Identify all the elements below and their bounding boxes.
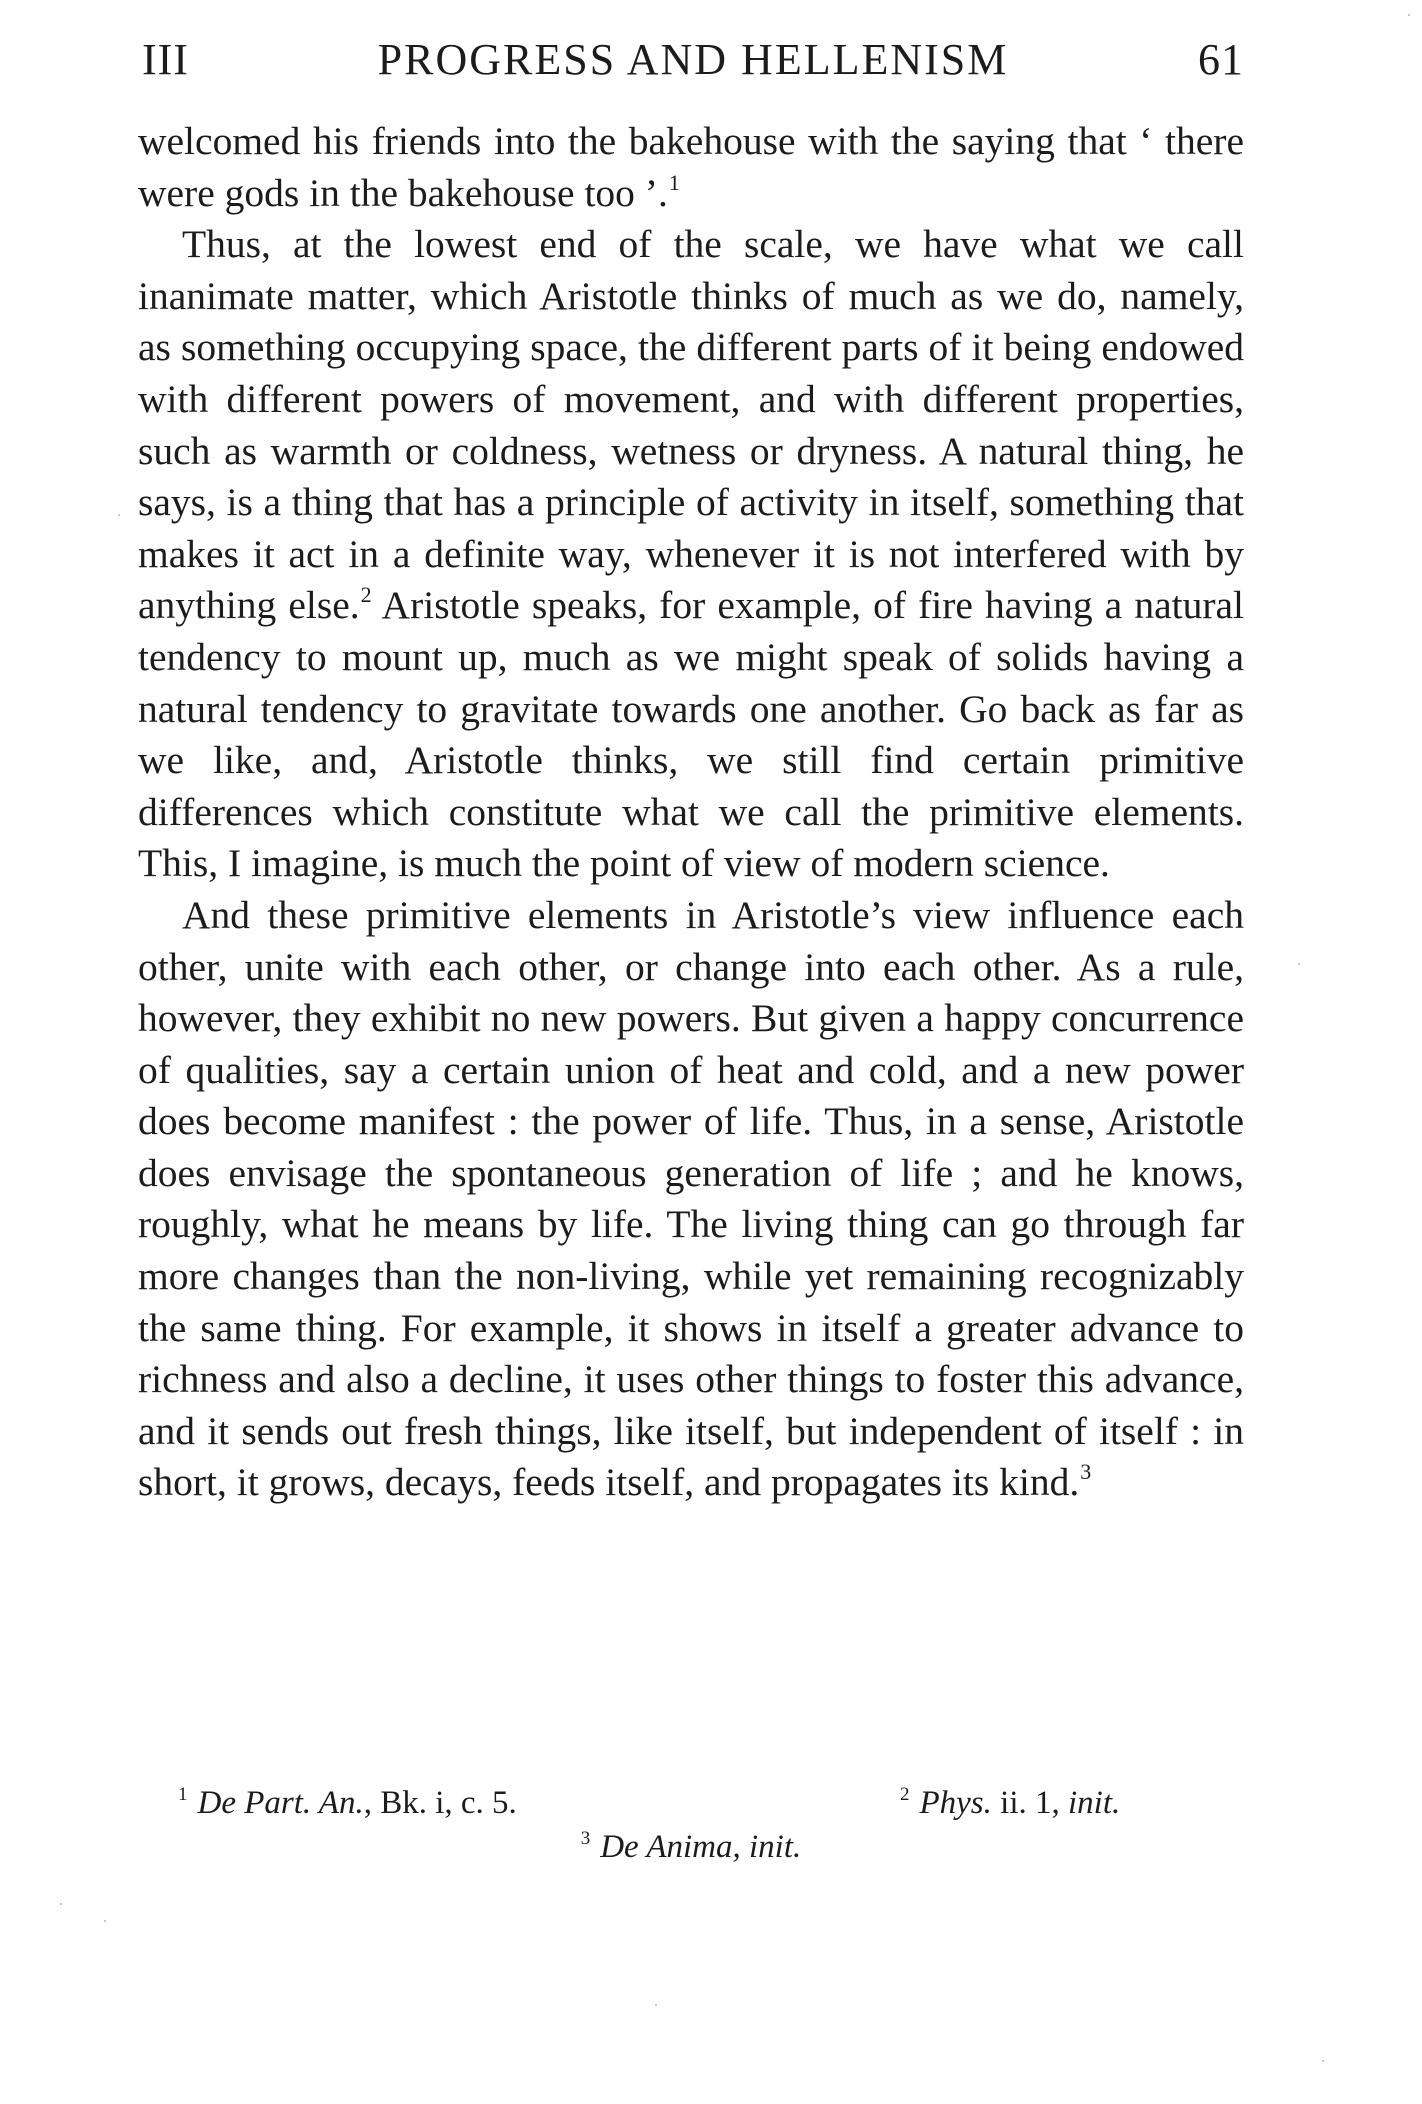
scan-speck	[104, 1920, 106, 1922]
footnote-3-ref	[741, 1829, 749, 1865]
footnote-ref-2: 2	[360, 582, 372, 608]
scan-speck	[118, 514, 120, 516]
footnote-row-2	[138, 1817, 1244, 1865]
footnote-3	[138, 1817, 1244, 1869]
scan-speck	[1408, 14, 1410, 16]
scan-speck	[1298, 963, 1300, 965]
paragraph-2-text-a: Thus, at the lowest end of the scale, we have what we call inanimate matter, which Aristotle thinks of much as we do, namely, as something occupying space, the different parts of it being endowed with different powers of movement, and with different properties, such as warmth or coldness, wetness or dryness. A natural thing, he says, is a thing that has a principle of activity in itself, something that makes it act in a definite way, whenever it is not interfered with by anything else.	[138, 222, 1244, 628]
paragraph-3-text: And these primitive elements in Aristotle’s view influence each other, unite with each other, or change into each other. As a rule, however, they exhibit no new powers. But given a happy concurrence of qualities, say a certain union of heat and cold, and a new power does become manifest : the power of life. Thus, in a sense, Aristotle does envisage the spontaneous generation of life ; and he knows, roughly, what he means by life. The living thing can go through far more changes than the non-living, while yet remaining recognizably the same thing. For example, it shows in itself a greater advance to richness and also a decline, it uses other things to foster this advance, and it sends out fresh things, like itself, but independent of itself : in short, it grows, decays, feeds itself, and propagates its kind.	[138, 892, 1244, 1505]
footnote-3-mark: 3	[580, 1828, 591, 1849]
footnote-1-work: De Part. An.	[197, 1785, 364, 1821]
footnote-3-work: De Anima,	[600, 1829, 741, 1865]
running-title: PROGRESS AND HELLENISM	[377, 35, 1009, 84]
footnote-ref-3: 3	[1080, 1459, 1092, 1485]
scan-speck	[60, 1903, 62, 1905]
paragraph-3	[138, 890, 1244, 1509]
page-number: 61	[1198, 35, 1244, 84]
running-header	[142, 34, 1244, 94]
footnote-ref-1: 1	[668, 169, 680, 195]
footnote-3-ref-italic: init.	[749, 1829, 802, 1865]
chapter-number: III	[142, 35, 189, 84]
paragraph-1	[138, 116, 1244, 219]
body-text	[138, 116, 1244, 1509]
paragraph-2-text-b: Aristotle speaks, for example, of fire having a natural tendency to mount up, much as we might speak of solids having a natural tendency to gravitate towards one another. Go back as far as we like, and, Aristotle thinks, we still find certain primitive differences which constitute what we call the primitive elements. This, I imagine, is much the point of view of modern science.	[138, 583, 1244, 886]
footnote-2-ref: ii. 1,	[991, 1785, 1068, 1821]
footnote-1-ref: , Bk. i, c. 5.	[363, 1785, 517, 1821]
footnote-2-work: Phys.	[919, 1785, 992, 1821]
footnote-2-ref-italic: init.	[1068, 1785, 1121, 1821]
paragraph-1-text: welcomed his friends into the bakehouse with the saying that ‘ there were gods in the bakehouse too ’.	[138, 119, 1244, 215]
paragraph-2	[138, 219, 1244, 890]
footnote-1-mark: 1	[178, 1784, 188, 1805]
footnote-row-1	[138, 1773, 1244, 1821]
scan-speck	[1322, 2060, 1324, 2062]
footnotes	[138, 1773, 1244, 1865]
scan-speck	[655, 2004, 657, 2006]
footnote-2-mark: 2	[900, 1784, 910, 1805]
